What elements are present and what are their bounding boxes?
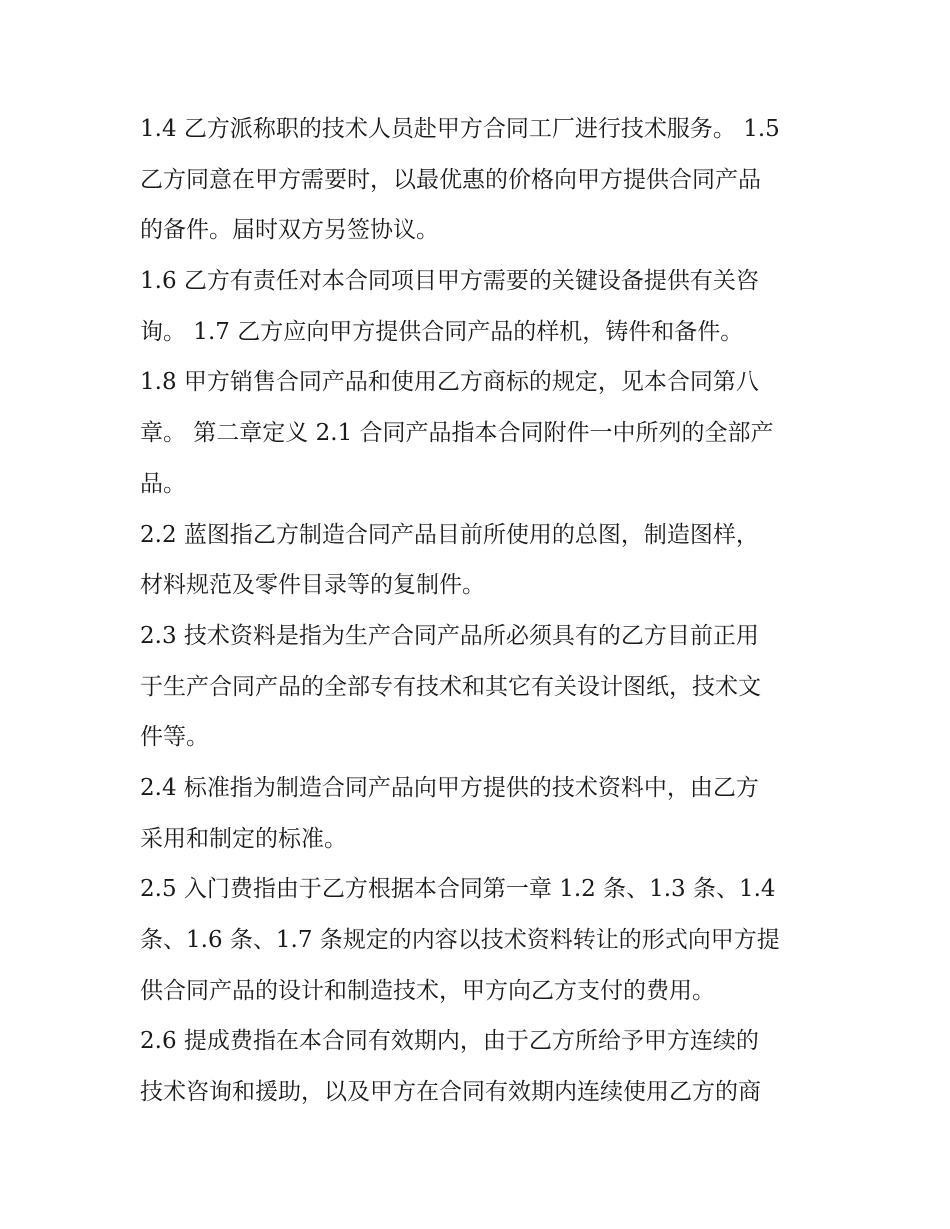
text-line: 件等。 xyxy=(140,724,209,751)
text-line: 章。 第二章定义 2.1 合同产品指本合同附件一中所列的全部产 xyxy=(140,420,774,447)
text-line: 条、1.6 条、1.7 条规定的内容以技术资料转让的形式向甲方提 xyxy=(140,927,780,953)
text-line: 2.3 技术资料是指为生产合同产品所必须具有的乙方目前正用 xyxy=(140,622,759,649)
text-line: 品。 xyxy=(140,470,186,497)
text-line: 于生产合同产品的全部专有技术和其它有关设计图纸，技术文 xyxy=(140,673,761,700)
text-line: 乙方同意在甲方需要时，以最优惠的价格向甲方提供合同产品 xyxy=(140,166,761,193)
text-line: 2.2 蓝图指乙方制造合同产品目前所使用的总图，制造图样， xyxy=(140,521,759,548)
clause-2-6 xyxy=(140,1016,820,1117)
text-line: 1.6 乙方有责任对本合同项目甲方需要的关键设备提供有关咨 xyxy=(140,268,759,295)
clause-2-5 xyxy=(140,864,820,1016)
text-line: 采用和制定的标准。 xyxy=(140,825,347,852)
text-line: 2.5 入门费指由于乙方根据本合同第一章 1.2 条、1.3 条、1.4 xyxy=(140,876,776,903)
clause-1-6-1-7 xyxy=(140,256,820,357)
text-line: 2.6 提成费指在本合同有效期内，由于乙方所给予甲方连续的 xyxy=(140,1028,759,1055)
clause-2-2 xyxy=(140,510,820,611)
clause-1-8-2-1 xyxy=(140,357,820,509)
text-line: 的备件。届时双方另签协议。 xyxy=(140,217,439,244)
text-line: 技术咨询和援助，以及甲方在合同有效期内连续使用乙方的商 xyxy=(140,1079,761,1106)
clause-2-3 xyxy=(140,611,820,763)
text-line: 2.4 标准指为制造合同产品向甲方提供的技术资料中，由乙方 xyxy=(140,774,759,801)
clause-1-4-1-5 xyxy=(140,104,820,256)
document-body xyxy=(140,104,820,1118)
text-line: 材料规范及零件目录等的复制件。 xyxy=(140,572,485,599)
text-line: 询。 1.7 乙方应向甲方提供合同产品的样机，铸件和备件。 xyxy=(140,318,744,345)
text-line: 供合同产品的设计和制造技术，甲方向乙方支付的费用。 xyxy=(140,977,715,1004)
clause-2-4 xyxy=(140,763,820,864)
text-line: 1.4 乙方派称职的技术人员赴甲方合同工厂进行技术服务。 1.5 xyxy=(140,116,780,142)
text-line: 1.8 甲方销售合同产品和使用乙方商标的规定，见本合同第八 xyxy=(140,369,759,396)
